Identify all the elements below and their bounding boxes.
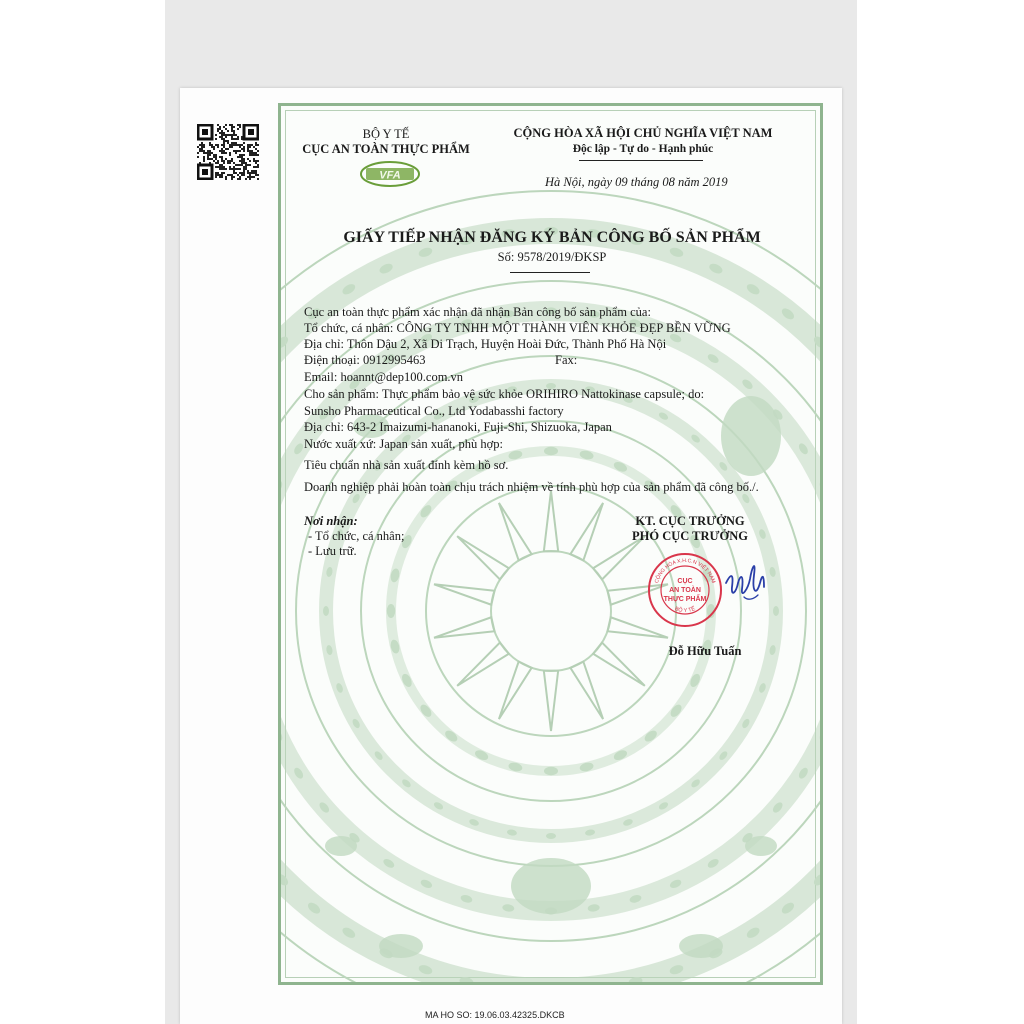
national-motto: Độc lập - Tự do - Hạnh phúc xyxy=(572,143,714,155)
motto-underline xyxy=(579,160,703,161)
body-standard: Tiêu chuẩn nhà sản xuất đính kèm hồ sơ. xyxy=(304,458,509,472)
recipients-heading: Nơi nhận: xyxy=(304,514,358,528)
signatory-name: Đỗ Hữu Tuấn xyxy=(668,644,742,658)
document-number: Số: 9578/2019/ĐKSP xyxy=(497,250,607,264)
body-origin: Nước xuất xứ: Japan sản xuất, phù hợp: xyxy=(304,437,503,451)
body-responsibility: Doanh nghiệp phải hoàn toàn chịu trách nhiệm về tính phù hợp của sản phẩm đã công bố./. xyxy=(304,480,759,494)
vfa-logo xyxy=(358,159,422,189)
recipient-item: - Tổ chức, cá nhân; xyxy=(308,529,405,543)
body-address: Địa chỉ: Thôn Dậu 2, Xã Di Trạch, Huyện Hoài Đức, Thành Phố Hà Nội xyxy=(304,337,667,351)
number-underline xyxy=(510,272,590,273)
country-name: CỘNG HÒA XÃ HỘI CHỦ NGHĨA VIỆT NAM xyxy=(513,126,773,140)
svg-text:CỘNG HÒA X.H.C.N VIỆT NAM: CỘNG HÒA X.H.C.N VIỆT NAM xyxy=(653,557,717,585)
qr-code xyxy=(197,124,259,180)
signature-subtitle: PHÓ CỤC TRƯỞNG xyxy=(632,529,748,543)
signature-title: KT. CỤC TRƯỞNG xyxy=(635,514,745,528)
file-code: MA HO SO: 19.06.03.42325.DKCB xyxy=(425,1010,565,1020)
handwritten-signature xyxy=(720,553,770,613)
red-seal-stamp xyxy=(647,552,723,628)
ministry-name: BỘ Y TẾ xyxy=(362,127,410,141)
svg-text:THỰC PHẨM: THỰC PHẨM xyxy=(663,596,707,603)
body-email: Email: hoannt@dep100.com.vn xyxy=(304,370,464,384)
svg-text:AN TOÀN: AN TOÀN xyxy=(669,587,701,594)
recipient-item: - Lưu trữ. xyxy=(308,544,357,558)
department-name: CỤC AN TOÀN THỰC PHẨM xyxy=(302,142,470,156)
svg-text:BỘ Y TẾ: BỘ Y TẾ xyxy=(673,606,697,615)
body-product: Cho sản phẩm: Thực phẩm bảo vệ sức khỏe ORIHIRO Nattokinase capsule; do: xyxy=(304,387,705,401)
body-fax: Fax: xyxy=(555,353,578,367)
body-manufacturer: Sunsho Pharmaceutical Co., Ltd Yodabasshi factory xyxy=(304,404,564,418)
body-manufacturer-address: Địa chỉ: 643-2 Imaizumi-hananoki, Fuji-Shi, Shizuoka, Japan xyxy=(304,420,612,434)
issue-date: Hà Nội, ngày 09 tháng 08 năm 2019 xyxy=(545,175,728,189)
body-phone: Điện thoại: 0912995463 xyxy=(304,353,426,367)
document-title: GIẤY TIẾP NHẬN ĐĂNG KÝ BẢN CÔNG BỐ SẢN PHẨM xyxy=(343,229,761,246)
svg-text:VFA: VFA xyxy=(379,169,401,182)
svg-text:CỤC: CỤC xyxy=(677,578,693,585)
body-organization: Tổ chức, cá nhân: CÔNG TY TNHH MỘT THÀNH VIÊN KHỎE ĐẸP BỀN VỮNG xyxy=(304,321,731,335)
body-intro: Cục an toàn thực phẩm xác nhận đã nhận Bản công bố sản phẩm của: xyxy=(304,305,651,319)
